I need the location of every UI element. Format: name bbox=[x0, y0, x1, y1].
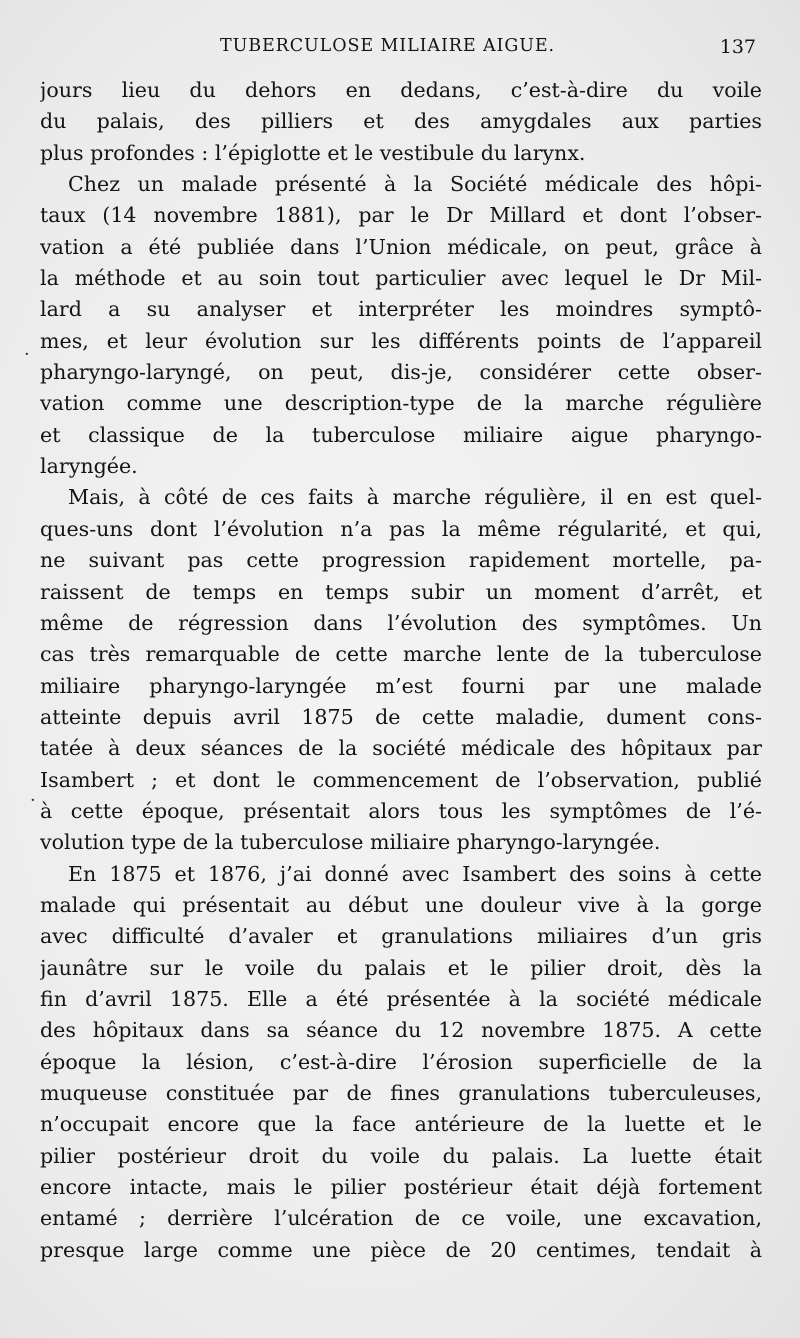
text-line: pilier postérieur droit du voile du palais. La luette était bbox=[40, 1143, 762, 1168]
text-line: jaunâtre sur le voile du palais et le pilier droit, dès la bbox=[40, 955, 762, 980]
text-line: entamé ; derrière l’ulcération de ce voile, une excavation, bbox=[40, 1206, 762, 1231]
text-line: à cette époque, présentait alors tous les symptômes de l’é- bbox=[40, 798, 762, 823]
text-line: atteinte depuis avril 1875 de cette maladie, dument cons- bbox=[40, 704, 762, 729]
text-line: volution type de la tuberculose miliaire pharyngo-laryngée. bbox=[40, 830, 661, 855]
text-line: ne suivant pas cette progression rapidement mortelle, pa- bbox=[40, 548, 762, 573]
text-line: pharyngo-laryngé, on peut, dis-je, considérer cette obser- bbox=[40, 360, 762, 385]
text-line: encore intacte, mais le pilier postérieur était déjà fortement bbox=[40, 1175, 762, 1200]
text-line: du palais, des pilliers et des amygdales aux parties bbox=[40, 109, 762, 134]
page-number: 137 bbox=[719, 36, 756, 58]
text-line: laryngée. bbox=[40, 454, 138, 479]
body-text bbox=[40, 75, 762, 1266]
text-line: vation comme une description-type de la marche régulière bbox=[40, 391, 762, 416]
text-line: cas très remarquable de cette marche lente de la tuberculose bbox=[40, 642, 762, 667]
text-line: époque la lésion, c’est-à-dire l’érosion superficielle de la bbox=[40, 1049, 762, 1074]
text-line: lard a su analyser et interpréter les moindres symptô- bbox=[40, 297, 762, 322]
text-line: même de régression dans l’évolution des symptômes. Un bbox=[40, 610, 762, 635]
text-line: raissent de temps en temps subir un moment d’arrêt, et bbox=[40, 579, 762, 604]
margin-speck: · bbox=[24, 344, 30, 365]
text-line: avec difficulté d’avaler et granulations miliaires d’un gris bbox=[40, 924, 762, 949]
text-line: taux (14 novembre 1881), par le Dr Millard et dont l’obser- bbox=[40, 203, 762, 228]
text-line: presque large comme une pièce de 20 centimes, tendait à bbox=[40, 1237, 762, 1262]
text-line: des hôpitaux dans sa séance du 12 novembre 1875. A cette bbox=[40, 1018, 762, 1043]
text-line: n’occupait encore que la face antérieure de la luette et le bbox=[40, 1112, 762, 1137]
text-line: jours lieu du dehors en dedans, c’est-à-dire du voile bbox=[40, 78, 762, 102]
text-line: muqueuse constituée par de fines granulations tuberculeuses, bbox=[40, 1081, 762, 1105]
paragraph-start-line: Mais, à côté de ces faits à marche régulière, il en est quel- bbox=[68, 485, 762, 510]
text-line: malade qui présentait au début une douleur vive à la gorge bbox=[40, 892, 762, 917]
text-line: la méthode et au soin tout particulier avec lequel le Dr Mil- bbox=[40, 266, 762, 291]
running-title: TUBERCULOSE MILIAIRE AIGUE. bbox=[220, 36, 556, 56]
text-line: tatée à deux séances de la société médicale des hôpitaux par bbox=[40, 736, 762, 761]
text-line: miliaire pharyngo-laryngée m’est fourni par une malade bbox=[40, 673, 762, 698]
margin-speck: · bbox=[30, 790, 36, 811]
paragraph-start-line: En 1875 et 1876, j’ai donné avec Isambert des soins à cette bbox=[68, 861, 762, 886]
paragraph-start-line: Chez un malade présenté à la Société médicale des hôpi- bbox=[68, 172, 762, 197]
text-line: fin d’avril 1875. Elle a été présentée à la société médicale bbox=[40, 986, 762, 1011]
text-line: et classique de la tuberculose miliaire aigue pharyngo- bbox=[40, 422, 762, 447]
text-line: Isambert ; et dont le commencement de l’observation, publié bbox=[40, 767, 762, 792]
running-header bbox=[40, 36, 760, 62]
text-line: mes, et leur évolution sur les différents points de l’appareil bbox=[40, 328, 762, 353]
text-line: plus profondes : l’épiglotte et le vestibule du larynx. bbox=[40, 140, 586, 165]
text-line: ques-uns dont l’évolution n’a pas la même régularité, et qui, bbox=[40, 516, 762, 541]
text-line: vation a été publiée dans l’Union médicale, on peut, grâce à bbox=[40, 234, 762, 259]
